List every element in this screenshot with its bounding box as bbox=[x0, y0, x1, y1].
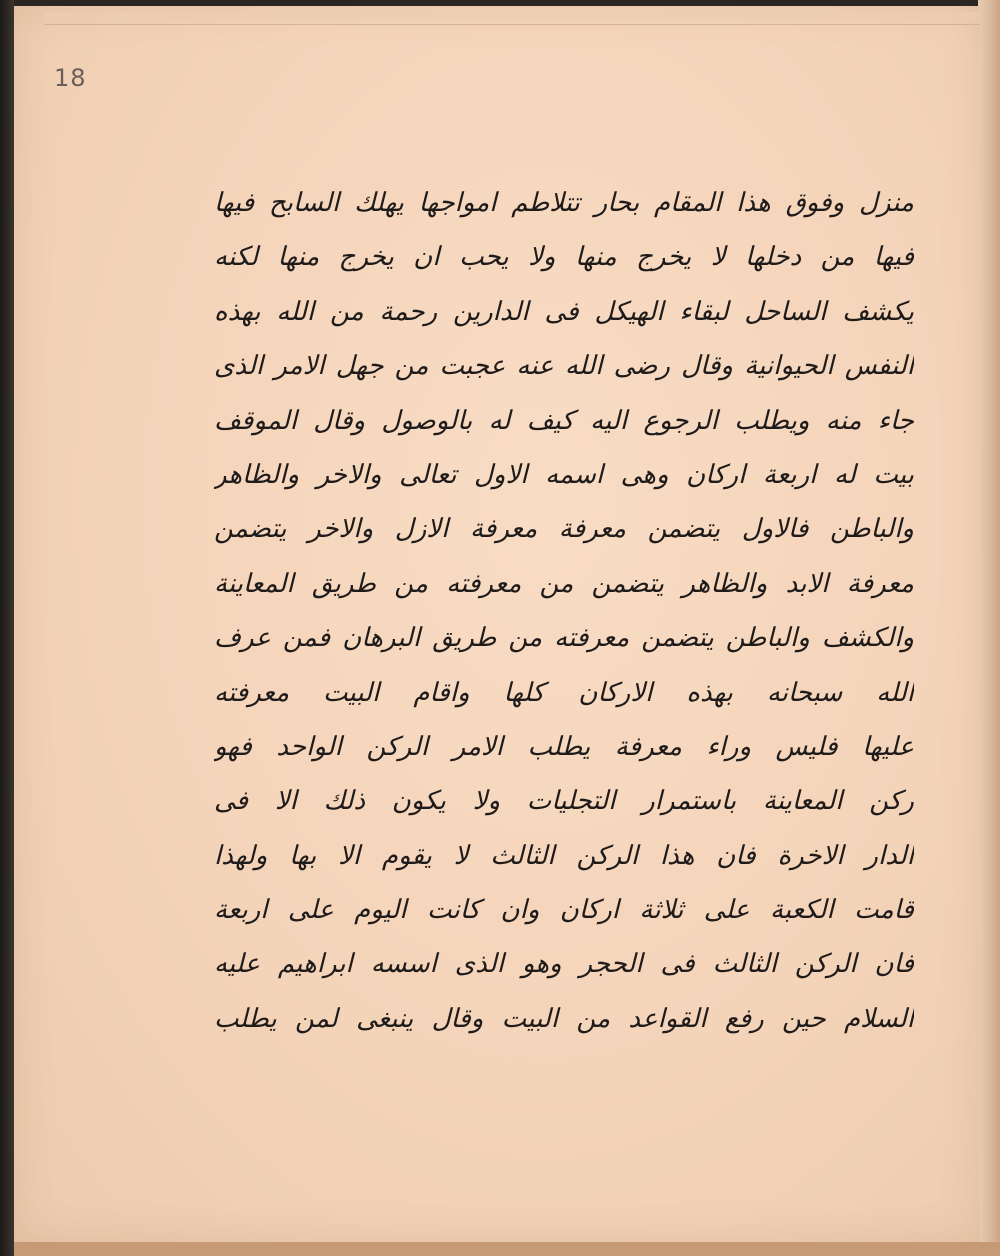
text-line: عليها فليس وراء معرفة يطلب الامر الركن الواحد فهو bbox=[214, 731, 914, 762]
text-line: معرفة الابد والظاهر يتضمن من معرفته من طريق المعاينة bbox=[214, 568, 914, 599]
text-line: النفس الحيوانية وقال رضى الله عنه عجبت من جهل الامر الذى bbox=[214, 351, 914, 382]
text-line: جاء منه ويطلب الرجوع اليه كيف له بالوصول وقال الموقف bbox=[214, 405, 914, 436]
page-right-edge bbox=[978, 0, 1000, 1256]
text-line: بيت له اربعة اركان وهى اسمه الاول تعالى والاخر والظاهر bbox=[214, 459, 914, 490]
text-line: منزل وفوق هذا المقام بحار تتلاطم امواجها يهلك السابح فيها bbox=[214, 188, 914, 218]
page-number: 18 bbox=[54, 64, 87, 92]
text-line: يكشف الساحل لبقاء الهيكل فى الدارين رحمة من الله بهذه bbox=[214, 296, 914, 327]
text-line: والكشف والباطن يتضمن معرفته من طريق البرهان فمن عرف bbox=[214, 623, 914, 654]
page-left-edge bbox=[0, 0, 14, 1256]
manuscript-text bbox=[214, 176, 914, 1046]
page-top-fold bbox=[44, 12, 980, 25]
page-bottom-edge bbox=[14, 1242, 1000, 1256]
text-line: الدار الاخرة فان هذا الركن الثالث لا يقوم الا بها ولهذا bbox=[214, 840, 914, 871]
text-line: والباطن فالاول يتضمن معرفة معرفة الازل والاخر يتضمن bbox=[214, 514, 914, 545]
text-line: فان الركن الثالث فى الحجر وهو الذى اسسه ابراهيم عليه bbox=[214, 949, 914, 980]
text-line: السلام حين رفع القواعد من البيت وقال ينبغى لمن يطلب bbox=[214, 1003, 914, 1034]
text-line: فيها من دخلها لا يخرج منها ولا يحب ان يخرج منها لكنه bbox=[214, 242, 914, 273]
manuscript-page bbox=[14, 6, 980, 1242]
text-line: الله سبحانه بهذه الاركان كلها واقام البيت معرفته bbox=[214, 677, 914, 708]
text-line: ركن المعاينة باستمرار التجليات ولا يكون ذلك الا فى bbox=[214, 786, 914, 817]
text-line: قامت الكعبة على ثلاثة اركان وان كانت اليوم على اربعة bbox=[214, 895, 914, 926]
